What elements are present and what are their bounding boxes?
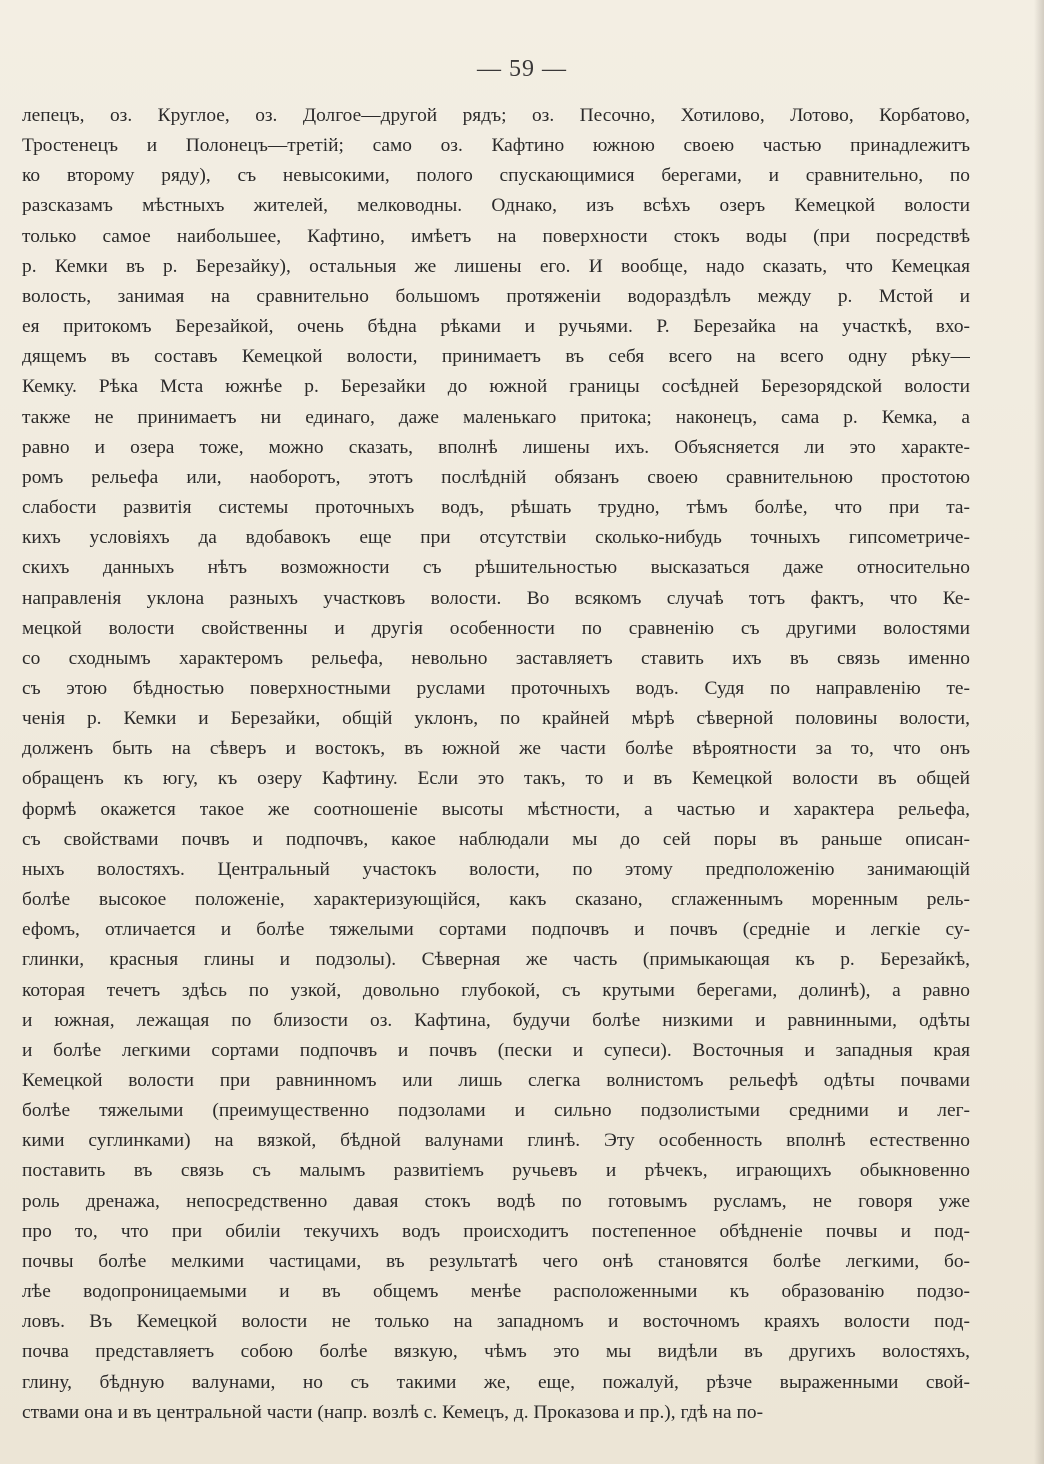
- text-line: ствами она и въ центральной части (напр. возлѣ с. Кемецъ, д. Проказова и пр.), гдѣ на по-: [22, 1401, 764, 1423]
- text-line: обращенъ къ югу, къ озеру Кафтину. Если это такъ, то и въ Кемецкой волости въ общей: [22, 768, 970, 790]
- text-line: равно и озера тоже, можно сказать, вполнѣ лишены ихъ. Объясняется ли это характе-: [22, 436, 970, 458]
- page-edge-shadow: [1034, 0, 1044, 1464]
- text-line: формѣ окажется такое же соотношеніе высоты мѣстности, а частью и характера рельефа,: [22, 798, 970, 820]
- text-line: также не принимаетъ ни единаго, даже маленькаго притока; наконецъ, сама р. Кемка, а: [22, 406, 970, 428]
- text-line: ныхъ волостяхъ. Центральный участокъ волости, по этому предположенію занимающій: [22, 858, 970, 880]
- text-line: ромъ рельефа или, наоборотъ, этотъ послѣдній обязанъ своею сравнительною простотою: [22, 466, 970, 488]
- text-line: Кемку. Рѣка Мста южнѣе р. Березайки до южной границы сосѣдней Березорядской волости: [22, 376, 970, 398]
- text-line: только самое наибольшее, Кафтино, имѣетъ на поверхности стокъ воды (при посредствѣ: [22, 225, 970, 247]
- text-line: ко второму ряду), съ невысокими, полого спускающимися берегами, и сравнительно, по: [22, 165, 970, 187]
- text-line: лепецъ, оз. Круглое, оз. Долгое—другой рядъ; оз. Песочно, Хотилово, Лотово, Корбатово,: [22, 105, 970, 126]
- text-line: болѣе тяжелыми (преимущественно подзолами и сильно подзолистыми средними и лег-: [22, 1100, 970, 1122]
- text-line: почвы болѣе мелкими частицами, въ результатѣ чего онѣ становятся болѣе легкими, бо-: [22, 1250, 970, 1272]
- text-line: и южная, лежащая по близости оз. Кафтина, будучи болѣе низкими и равнинными, одѣты: [22, 1009, 970, 1031]
- text-line: дящемъ въ составъ Кемецкой волости, принимаетъ въ себя всего на всего одну рѣку—: [22, 346, 970, 368]
- text-line: лѣе водопроницаемыми и въ общемъ менѣе расположенными къ образованію подзо-: [22, 1281, 970, 1303]
- text-line: Кемецкой волости при равнинномъ или лишь слегка волнистомъ рельефѣ одѣты почвами: [22, 1070, 970, 1091]
- text-line: направленія уклона разныхъ участковъ волости. Во всякомъ случаѣ тотъ фактъ, что Ке-: [22, 587, 970, 609]
- text-line: которая течетъ здѣсь по узкой, довольно глубокой, съ крутыми берегами, долинѣ), а равно: [22, 979, 970, 1001]
- text-line: ловъ. Въ Кемецкой волости не только на западномъ и восточномъ краяхъ волости под-: [22, 1311, 970, 1333]
- text-line: волость, занимая на сравнительно большомъ протяженіи водораздѣлъ между р. Мстой и: [22, 285, 970, 307]
- text-line: съ свойствами почвъ и подпочвъ, какое наблюдали мы до сей поры въ раньше описан-: [22, 828, 970, 850]
- text-line: разсказамъ мѣстныхъ жителей, мелководны. Однако, изъ всѣхъ озеръ Кемецкой волости: [22, 195, 970, 217]
- text-line: скихъ данныхъ нѣтъ возможности съ рѣшительностью высказаться даже относительно: [22, 557, 970, 579]
- body-text: [22, 101, 970, 1428]
- text-line: со сходнымъ характеромъ рельефа, невольно заставляетъ ставить ихъ въ связь именно: [22, 647, 970, 669]
- text-line: болѣе высокое положеніе, характеризующійся, какъ сказано, сглаженнымъ моренным рель-: [22, 889, 970, 911]
- text-line: почва представляетъ собою болѣе вязкую, чѣмъ это мы видѣли въ другихъ волостяхъ,: [22, 1341, 970, 1363]
- text-line: съ этою бѣдностью поверхностными руслами проточныхъ водъ. Судя по направленію те-: [22, 677, 970, 699]
- text-line: ефомъ, отличается и болѣе тяжелыми сортами подпочвъ и почвъ (средніе и легкіе су-: [22, 919, 970, 941]
- text-line: слабости развитія системы проточныхъ водъ, рѣшать трудно, тѣмъ болѣе, что при та-: [22, 497, 970, 519]
- text-line: про то, что при обиліи текучихъ водъ происходитъ постепенное обѣдненіе почвы и под-: [22, 1220, 970, 1242]
- text-line: кими суглинками) на вязкой, бѣдной валунами глинѣ. Эту особенность вполнѣ естественно: [22, 1130, 970, 1152]
- text-line: кихъ условіяхъ да вдобавокъ еще при отсутствіи сколько-нибудь точныхъ гипсометриче-: [22, 527, 970, 549]
- text-line: глинки, красныя глины и подзолы). Сѣверная же часть (примыкающая къ р. Березайкѣ,: [22, 949, 970, 971]
- text-line: р. Кемки въ р. Березайку), остальныя же лишены его. И вообще, надо сказать, что Кемецкая: [22, 255, 970, 277]
- text-line: роль дренажа, непосредственно давая стокъ водѣ по готовымъ русламъ, не говоря уже: [22, 1190, 970, 1212]
- text-line: мецкой волости свойственны и другія особенности по сравненію съ другими волостями: [22, 617, 970, 639]
- text-line: долженъ быть на сѣверъ и востокъ, въ южной же части болѣе вѣроятности за то, что онъ: [22, 738, 970, 760]
- text-line: поставить въ связь съ малымъ развитіемъ ручьевъ и рѣчекъ, играющихъ обыкновенно: [22, 1160, 970, 1182]
- text-line: и болѣе легкими сортами подпочвъ и почвъ (пески и супеси). Восточныя и западныя края: [22, 1039, 970, 1061]
- page-number: — 59 —: [477, 56, 567, 82]
- text-line: глину, бѣдную валунами, но съ такими же, еще, пожалуй, рѣзче выраженными свой-: [22, 1371, 970, 1393]
- text-line: Тростенецъ и Полонецъ—третій; само оз. Кафтино южною своею частью принадлежитъ: [22, 135, 970, 157]
- text-line: ченія р. Кемки и Березайки, общій уклонъ, по крайней мѣрѣ сѣверной половины волости,: [22, 708, 970, 730]
- text-line: ея притокомъ Березайкой, очень бѣдна рѣками и ручьями. Р. Березайка на участкѣ, вхо-: [22, 316, 970, 338]
